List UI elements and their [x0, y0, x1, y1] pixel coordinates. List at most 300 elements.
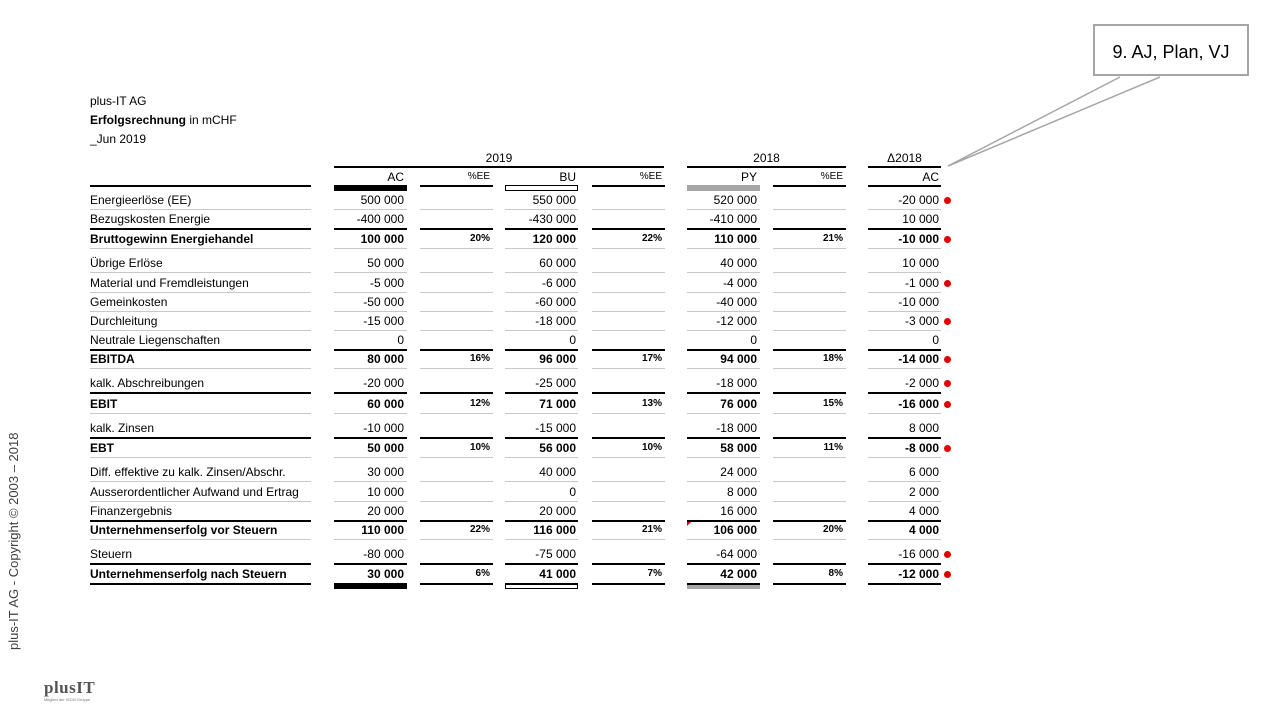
row-rule: [90, 228, 311, 230]
ac-value: -400 000: [356, 212, 404, 226]
row-rule: [687, 368, 760, 369]
row-rule: [592, 413, 665, 414]
col-header-bu: BU: [559, 170, 576, 184]
report-period: _Jun 2019: [90, 132, 147, 146]
row-rule: [90, 248, 311, 249]
row-label: Ausserordentlicher Aufwand und Ertrag: [90, 485, 299, 499]
delta-value: -3 000: [904, 314, 939, 328]
row-rule: [592, 292, 665, 293]
row-rule: [592, 457, 665, 458]
row-rule: [334, 583, 407, 585]
row-label: EBT: [90, 441, 114, 455]
col-header-pee-bu: %EE: [639, 171, 662, 182]
py-value: 76 000: [720, 397, 757, 411]
delta-value: 4 000: [908, 504, 939, 518]
row-rule: [868, 481, 941, 482]
ac-value: -10 000: [363, 421, 404, 435]
ac-value: 60 000: [367, 397, 404, 411]
row-rule: [505, 481, 578, 482]
row-rule: [420, 349, 493, 351]
bu-value: 20 000: [539, 504, 576, 518]
py-value: 24 000: [720, 465, 757, 479]
row-rule: [334, 209, 407, 210]
py-value: 520 000: [713, 193, 757, 207]
row-rule: [687, 209, 760, 210]
row-rule: [420, 413, 493, 414]
row-rule: [687, 248, 760, 249]
ac-value: 50 000: [367, 441, 404, 455]
bu-pct-ee: 22%: [641, 233, 662, 244]
row-rule: [420, 209, 493, 210]
delta-value: 4 000: [908, 523, 939, 537]
row-rule: [773, 563, 846, 565]
bu-pct-ee: 7%: [647, 568, 662, 579]
ac-pct-ee: 16%: [469, 353, 490, 364]
bu-value: 0: [569, 333, 576, 347]
row-rule: [773, 481, 846, 482]
row-rule: [773, 311, 846, 312]
red-indicator-dot: [944, 380, 951, 387]
row-rule: [505, 501, 578, 502]
row-rule: [334, 228, 407, 230]
row-rule: [773, 413, 846, 414]
bu-pct-ee: 10%: [641, 442, 662, 453]
row-label: kalk. Abschreibungen: [90, 376, 205, 390]
row-rule: [334, 539, 407, 540]
row-rule: [773, 392, 846, 394]
ac-value: -80 000: [363, 547, 404, 561]
row-rule: [420, 311, 493, 312]
row-rule: [90, 209, 311, 210]
row-rule: [773, 368, 846, 369]
row-rule: [868, 292, 941, 293]
ac-value: 80 000: [367, 352, 404, 366]
row-label: Steuern: [90, 547, 133, 561]
row-rule: [687, 228, 760, 230]
row-rule: [592, 272, 665, 273]
row-label: Übrige Erlöse: [90, 256, 163, 270]
row-rule: [868, 272, 941, 273]
red-indicator-dot: [944, 551, 951, 558]
ac-pct-ee: 6%: [475, 568, 490, 579]
delta-value: -20 000: [898, 193, 939, 207]
py-marker-bottom: [687, 584, 760, 589]
bu-marker-top: [505, 185, 578, 191]
row-rule: [420, 457, 493, 458]
py-value: -18 000: [716, 376, 757, 390]
row-rule: [868, 330, 941, 331]
row-rule: [687, 392, 760, 394]
group-2019: 2019: [485, 151, 513, 165]
row-rule: [868, 563, 941, 565]
row-rule: [420, 583, 493, 585]
row-label: Neutrale Liegenschaften: [90, 333, 221, 347]
row-rule: [505, 392, 578, 394]
row-rule: [90, 437, 311, 439]
logo-subtext: Mitglied der ISCM Gruppe: [44, 697, 91, 702]
company-name: plus-IT AG: [90, 94, 147, 108]
pee3-header-rule: [773, 185, 846, 187]
row-rule: [868, 457, 941, 458]
row-rule: [420, 292, 493, 293]
row-rule: [868, 368, 941, 369]
row-rule: [505, 437, 578, 439]
py-value: 94 000: [720, 352, 757, 366]
ac-pct-ee: 22%: [469, 524, 490, 535]
row-rule: [90, 481, 311, 482]
ac-value: -20 000: [363, 376, 404, 390]
label-header-rule: [90, 185, 311, 187]
row-rule: [334, 272, 407, 273]
ac-value: 500 000: [360, 193, 404, 207]
delta-value: -10 000: [898, 295, 939, 309]
ac-value: 110 000: [361, 523, 404, 537]
group-2018-rule: [687, 166, 846, 168]
logo-text: plusIT: [44, 678, 96, 697]
row-rule: [334, 520, 407, 522]
group-2018: 2018: [753, 151, 780, 165]
row-rule: [420, 272, 493, 273]
ac-value: 10 000: [367, 485, 404, 499]
ac-value: 50 000: [367, 256, 404, 270]
row-rule: [592, 330, 665, 331]
ac-pct-ee: 12%: [469, 398, 490, 409]
delta-value: 10 000: [902, 212, 939, 226]
row-rule: [773, 501, 846, 502]
ac-marker-top: [334, 185, 407, 191]
row-rule: [90, 563, 311, 565]
bu-value: -60 000: [535, 295, 576, 309]
py-value: -410 000: [709, 212, 757, 226]
row-rule: [420, 437, 493, 439]
row-rule: [687, 583, 760, 585]
bu-pct-ee: 13%: [641, 398, 662, 409]
row-rule: [505, 349, 578, 351]
row-rule: [90, 392, 311, 394]
row-label: kalk. Zinsen: [90, 421, 155, 435]
bu-value: -15 000: [535, 421, 576, 435]
bu-pct-ee: 17%: [641, 353, 662, 364]
row-rule: [505, 520, 578, 522]
row-rule: [592, 228, 665, 230]
bu-value: 96 000: [539, 352, 576, 366]
py-value: 0: [750, 333, 757, 347]
pee2-header-rule: [592, 185, 665, 187]
row-rule: [420, 520, 493, 522]
row-rule: [505, 583, 578, 585]
row-rule: [334, 392, 407, 394]
row-rule: [505, 368, 578, 369]
row-rule: [420, 368, 493, 369]
bu-value: -6 000: [541, 276, 576, 290]
row-rule: [592, 539, 665, 540]
row-label: EBITDA: [90, 352, 135, 366]
row-rule: [773, 272, 846, 273]
py-value: -40 000: [716, 295, 757, 309]
row-rule: [505, 311, 578, 312]
py-value: -4 000: [722, 276, 757, 290]
ac-value: 20 000: [367, 504, 404, 518]
col-header-pee-ac: %EE: [467, 171, 490, 182]
row-rule: [90, 583, 311, 585]
py-value: -12 000: [716, 314, 757, 328]
row-rule: [334, 563, 407, 565]
row-rule: [420, 330, 493, 331]
row-rule: [592, 349, 665, 351]
ac-value: -5 000: [369, 276, 404, 290]
row-rule: [592, 583, 665, 585]
delta-value: 0: [932, 333, 939, 347]
group-delta-2018: Δ2018: [887, 151, 922, 165]
red-indicator-dot: [944, 356, 951, 363]
ac-value: 100 000: [360, 232, 404, 246]
row-rule: [773, 292, 846, 293]
py-value: 58 000: [720, 441, 757, 455]
ac-pct-ee: 10%: [469, 442, 490, 453]
row-label: Unternehmenserfolg nach Steuern: [90, 567, 287, 581]
row-rule: [773, 330, 846, 331]
py-pct-ee: 8%: [828, 568, 843, 579]
row-rule: [687, 481, 760, 482]
row-rule: [90, 330, 311, 331]
row-rule: [334, 481, 407, 482]
copyright-text: plus-IT AG - Copyright © 2003 – 2018: [6, 432, 21, 650]
row-rule: [334, 311, 407, 312]
row-rule: [773, 520, 846, 522]
row-rule: [868, 501, 941, 502]
row-rule: [687, 520, 760, 522]
row-rule: [868, 248, 941, 249]
row-rule: [687, 457, 760, 458]
row-rule: [687, 330, 760, 331]
row-rule: [90, 272, 311, 273]
row-rule: [592, 437, 665, 439]
col-header-ac: AC: [387, 170, 404, 184]
row-rule: [505, 228, 578, 230]
row-rule: [687, 413, 760, 414]
row-label: Finanzergebnis: [90, 504, 173, 518]
delta-header-rule: [868, 185, 941, 187]
row-rule: [773, 228, 846, 230]
red-indicator-dot: [944, 197, 951, 204]
bu-value: 41 000: [539, 567, 576, 581]
row-rule: [505, 563, 578, 565]
delta-value: 8 000: [908, 421, 939, 435]
row-rule: [505, 248, 578, 249]
row-rule: [90, 413, 311, 414]
report-title-bold: Erfolgsrechnung: [90, 113, 187, 127]
bu-value: 40 000: [539, 465, 576, 479]
row-rule: [505, 292, 578, 293]
row-rule: [687, 272, 760, 273]
col-header-py: PY: [740, 170, 757, 184]
row-rule: [868, 520, 941, 522]
row-label: Diff. effektive zu kalk. Zinsen/Abschr.: [90, 465, 286, 479]
bu-value: -430 000: [528, 212, 576, 226]
row-rule: [868, 413, 941, 414]
row-rule: [687, 292, 760, 293]
row-rule: [334, 248, 407, 249]
row-label: Durchleitung: [90, 314, 158, 328]
row-label: Bezugskosten Energie: [90, 212, 211, 226]
row-rule: [868, 349, 941, 351]
row-rule: [773, 583, 846, 585]
row-rule: [90, 368, 311, 369]
row-rule: [90, 457, 311, 458]
bu-value: 550 000: [532, 193, 576, 207]
row-label: Gemeinkosten: [90, 295, 168, 309]
ac-pct-ee: 20%: [469, 233, 490, 244]
row-rule: [687, 437, 760, 439]
row-rule: [505, 330, 578, 331]
pee1-header-rule: [420, 185, 493, 187]
row-rule: [420, 501, 493, 502]
group-2019-rule: [334, 166, 664, 168]
row-rule: [505, 413, 578, 414]
delta-value: -16 000: [898, 397, 939, 411]
ac-value: 30 000: [367, 567, 404, 581]
group-delta-rule: [868, 166, 941, 168]
row-rule: [592, 248, 665, 249]
row-label: EBIT: [90, 397, 118, 411]
py-pct-ee: 21%: [822, 233, 843, 244]
row-rule: [420, 563, 493, 565]
row-rule: [592, 368, 665, 369]
row-rule: [592, 392, 665, 394]
row-rule: [420, 539, 493, 540]
row-rule: [420, 392, 493, 394]
row-rule: [90, 311, 311, 312]
bu-value: 60 000: [539, 256, 576, 270]
py-value: 106 000: [713, 523, 757, 537]
row-rule: [90, 349, 311, 351]
row-rule: [420, 248, 493, 249]
bu-value: 120 000: [532, 232, 576, 246]
py-marker-top: [687, 185, 760, 191]
row-rule: [334, 292, 407, 293]
row-rule: [505, 457, 578, 458]
row-rule: [687, 311, 760, 312]
row-rule: [592, 311, 665, 312]
row-rule: [592, 209, 665, 210]
row-rule: [687, 539, 760, 540]
row-rule: [868, 437, 941, 439]
ac-value: 0: [397, 333, 404, 347]
row-rule: [334, 368, 407, 369]
ac-value: -50 000: [363, 295, 404, 309]
row-rule: [592, 520, 665, 522]
row-rule: [505, 539, 578, 540]
red-indicator-dot: [944, 236, 951, 243]
bu-value: -25 000: [535, 376, 576, 390]
bu-value: -18 000: [535, 314, 576, 328]
row-rule: [334, 457, 407, 458]
py-pct-ee: 15%: [822, 398, 843, 409]
row-rule: [90, 520, 311, 522]
row-rule: [90, 501, 311, 502]
row-rule: [773, 349, 846, 351]
row-rule: [505, 209, 578, 210]
row-rule: [334, 501, 407, 502]
row-rule: [592, 501, 665, 502]
bu-pct-ee: 21%: [641, 524, 662, 535]
col-header-pee-py: %EE: [820, 171, 843, 182]
red-indicator-dot: [944, 401, 951, 408]
bu-value: 56 000: [539, 441, 576, 455]
delta-value: -16 000: [898, 547, 939, 561]
bu-value: 116 000: [533, 523, 576, 537]
ac-marker-bottom: [334, 584, 407, 589]
row-rule: [334, 437, 407, 439]
delta-value: -1 000: [904, 276, 939, 290]
row-label: Energieerlöse (EE): [90, 193, 192, 207]
delta-value: 6 000: [908, 465, 939, 479]
row-rule: [868, 392, 941, 394]
delta-value: -10 000: [898, 232, 939, 246]
row-rule: [420, 481, 493, 482]
py-value: 42 000: [720, 567, 757, 581]
row-rule: [773, 248, 846, 249]
row-rule: [420, 228, 493, 230]
bu-value: 71 000: [539, 397, 576, 411]
delta-value: -8 000: [904, 441, 939, 455]
row-rule: [592, 563, 665, 565]
py-value: 16 000: [720, 504, 757, 518]
row-rule: [868, 583, 941, 585]
row-rule: [773, 457, 846, 458]
red-indicator-dot: [944, 280, 951, 287]
row-rule: [687, 501, 760, 502]
py-pct-ee: 18%: [822, 353, 843, 364]
row-rule: [334, 413, 407, 414]
row-rule: [868, 228, 941, 230]
ac-value: -15 000: [363, 314, 404, 328]
row-rule: [773, 209, 846, 210]
row-rule: [868, 539, 941, 540]
red-indicator-dot: [944, 571, 951, 578]
report-title-unit: in mCHF: [186, 113, 237, 127]
bu-value: 0: [569, 485, 576, 499]
row-rule: [687, 349, 760, 351]
row-rule: [90, 292, 311, 293]
py-pct-ee: 11%: [823, 442, 843, 453]
row-rule: [868, 209, 941, 210]
py-value: -64 000: [716, 547, 757, 561]
bu-marker-bottom: [505, 584, 578, 589]
row-rule: [868, 311, 941, 312]
row-label: Material und Fremdleistungen: [90, 276, 249, 290]
py-value: 40 000: [720, 256, 757, 270]
red-indicator-dot: [944, 318, 951, 325]
delta-value: -14 000: [898, 352, 939, 366]
py-pct-ee: 20%: [822, 524, 843, 535]
delta-value: -12 000: [898, 567, 939, 581]
delta-value: 10 000: [902, 256, 939, 270]
row-rule: [773, 539, 846, 540]
col-header-delta-ac: AC: [922, 170, 939, 184]
row-rule: [334, 330, 407, 331]
ac-value: 30 000: [367, 465, 404, 479]
row-rule: [334, 349, 407, 351]
row-label: Bruttogewinn Energiehandel: [90, 232, 254, 246]
red-indicator-dot: [944, 445, 951, 452]
row-label: Unternehmenserfolg vor Steuern: [90, 523, 278, 537]
delta-value: 2 000: [908, 485, 939, 499]
py-value: 110 000: [714, 232, 757, 246]
row-rule: [773, 437, 846, 439]
bu-value: -75 000: [535, 547, 576, 561]
py-value: -18 000: [716, 421, 757, 435]
